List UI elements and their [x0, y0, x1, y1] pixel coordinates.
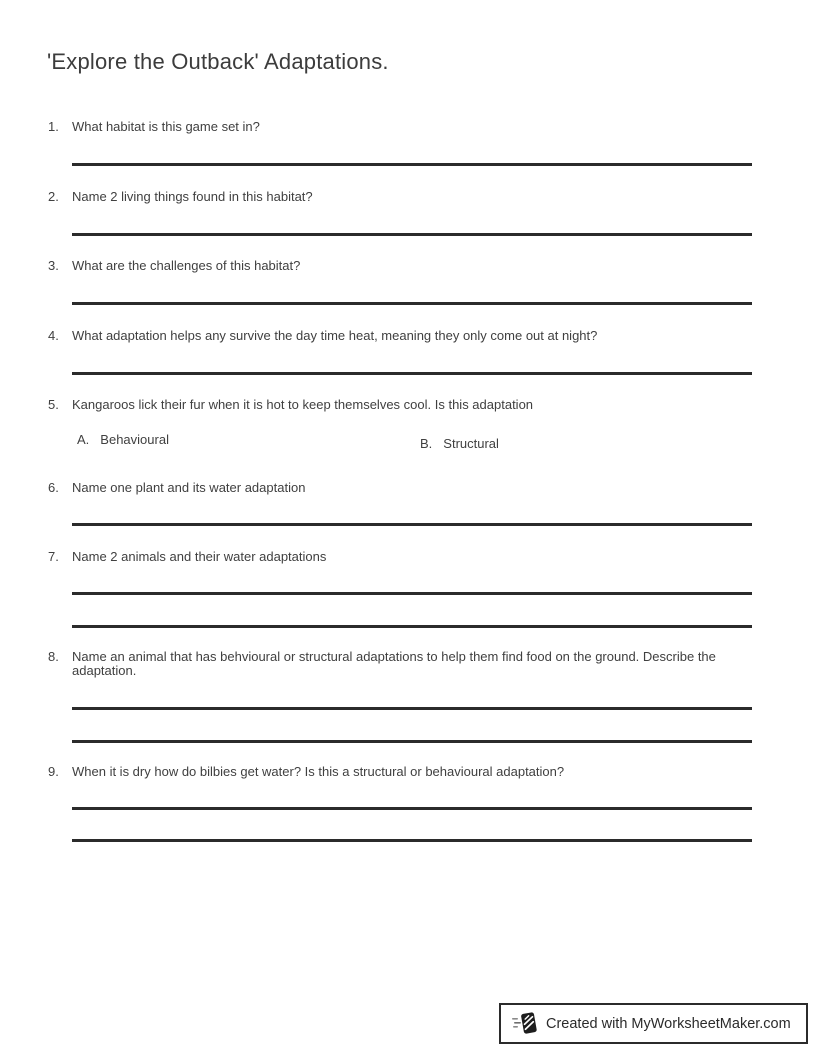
answer-line [72, 839, 752, 842]
question-number: 4. [48, 328, 59, 343]
answer-line [72, 625, 752, 628]
answer-line [72, 707, 752, 710]
answer-line [72, 807, 752, 810]
answer-line [72, 163, 752, 166]
question-text: Name 2 living things found in this habitat? [72, 189, 313, 204]
option-letter: B. [420, 436, 433, 451]
question-text: Name an animal that has behvioural or structural adaptations to help them find food on the ground. Describe the adaptation. [72, 649, 716, 678]
answer-line [72, 302, 752, 305]
option-behavioural [77, 432, 169, 447]
question-number: 9. [48, 764, 59, 779]
question-number: 7. [48, 549, 59, 564]
option-structural [420, 436, 499, 451]
answer-line [72, 523, 752, 526]
worksheet-maker-badge-text: Created with MyWorksheetMaker.com [546, 1015, 791, 1032]
question-number: 1. [48, 119, 59, 134]
question-text: Kangaroos lick their fur when it is hot to keep themselves cool. Is this adaptation [72, 397, 534, 412]
question-number: 5. [48, 397, 59, 412]
answer-line [72, 372, 752, 375]
answer-line [72, 740, 752, 743]
question-text: Name 2 animals and their water adaptations [72, 549, 327, 564]
question-text: What are the challenges of this habitat? [72, 258, 301, 273]
answer-line [72, 233, 752, 236]
question-number: 3. [48, 258, 59, 273]
question-text: When it is dry how do bilbies get water? Is this a structural or behavioural adaptation? [72, 764, 565, 779]
question-number: 8. [48, 649, 59, 664]
question-text: What adaptation helps any survive the day time heat, meaning they only come out at night? [72, 328, 598, 343]
worksheet-title: 'Explore the Outback' Adaptations. [47, 49, 389, 74]
option-label: Behavioural [100, 432, 169, 447]
worksheet-maker-logo-icon [512, 1010, 539, 1037]
question-number: 6. [48, 480, 59, 495]
worksheet-maker-badge[interactable] [499, 1003, 808, 1044]
answer-line [72, 592, 752, 595]
option-label: Structural [443, 436, 499, 451]
question-number: 2. [48, 189, 59, 204]
question-text: Name one plant and its water adaptation [72, 480, 306, 495]
option-letter: A. [77, 432, 90, 447]
question-text: What habitat is this game set in? [72, 119, 260, 134]
